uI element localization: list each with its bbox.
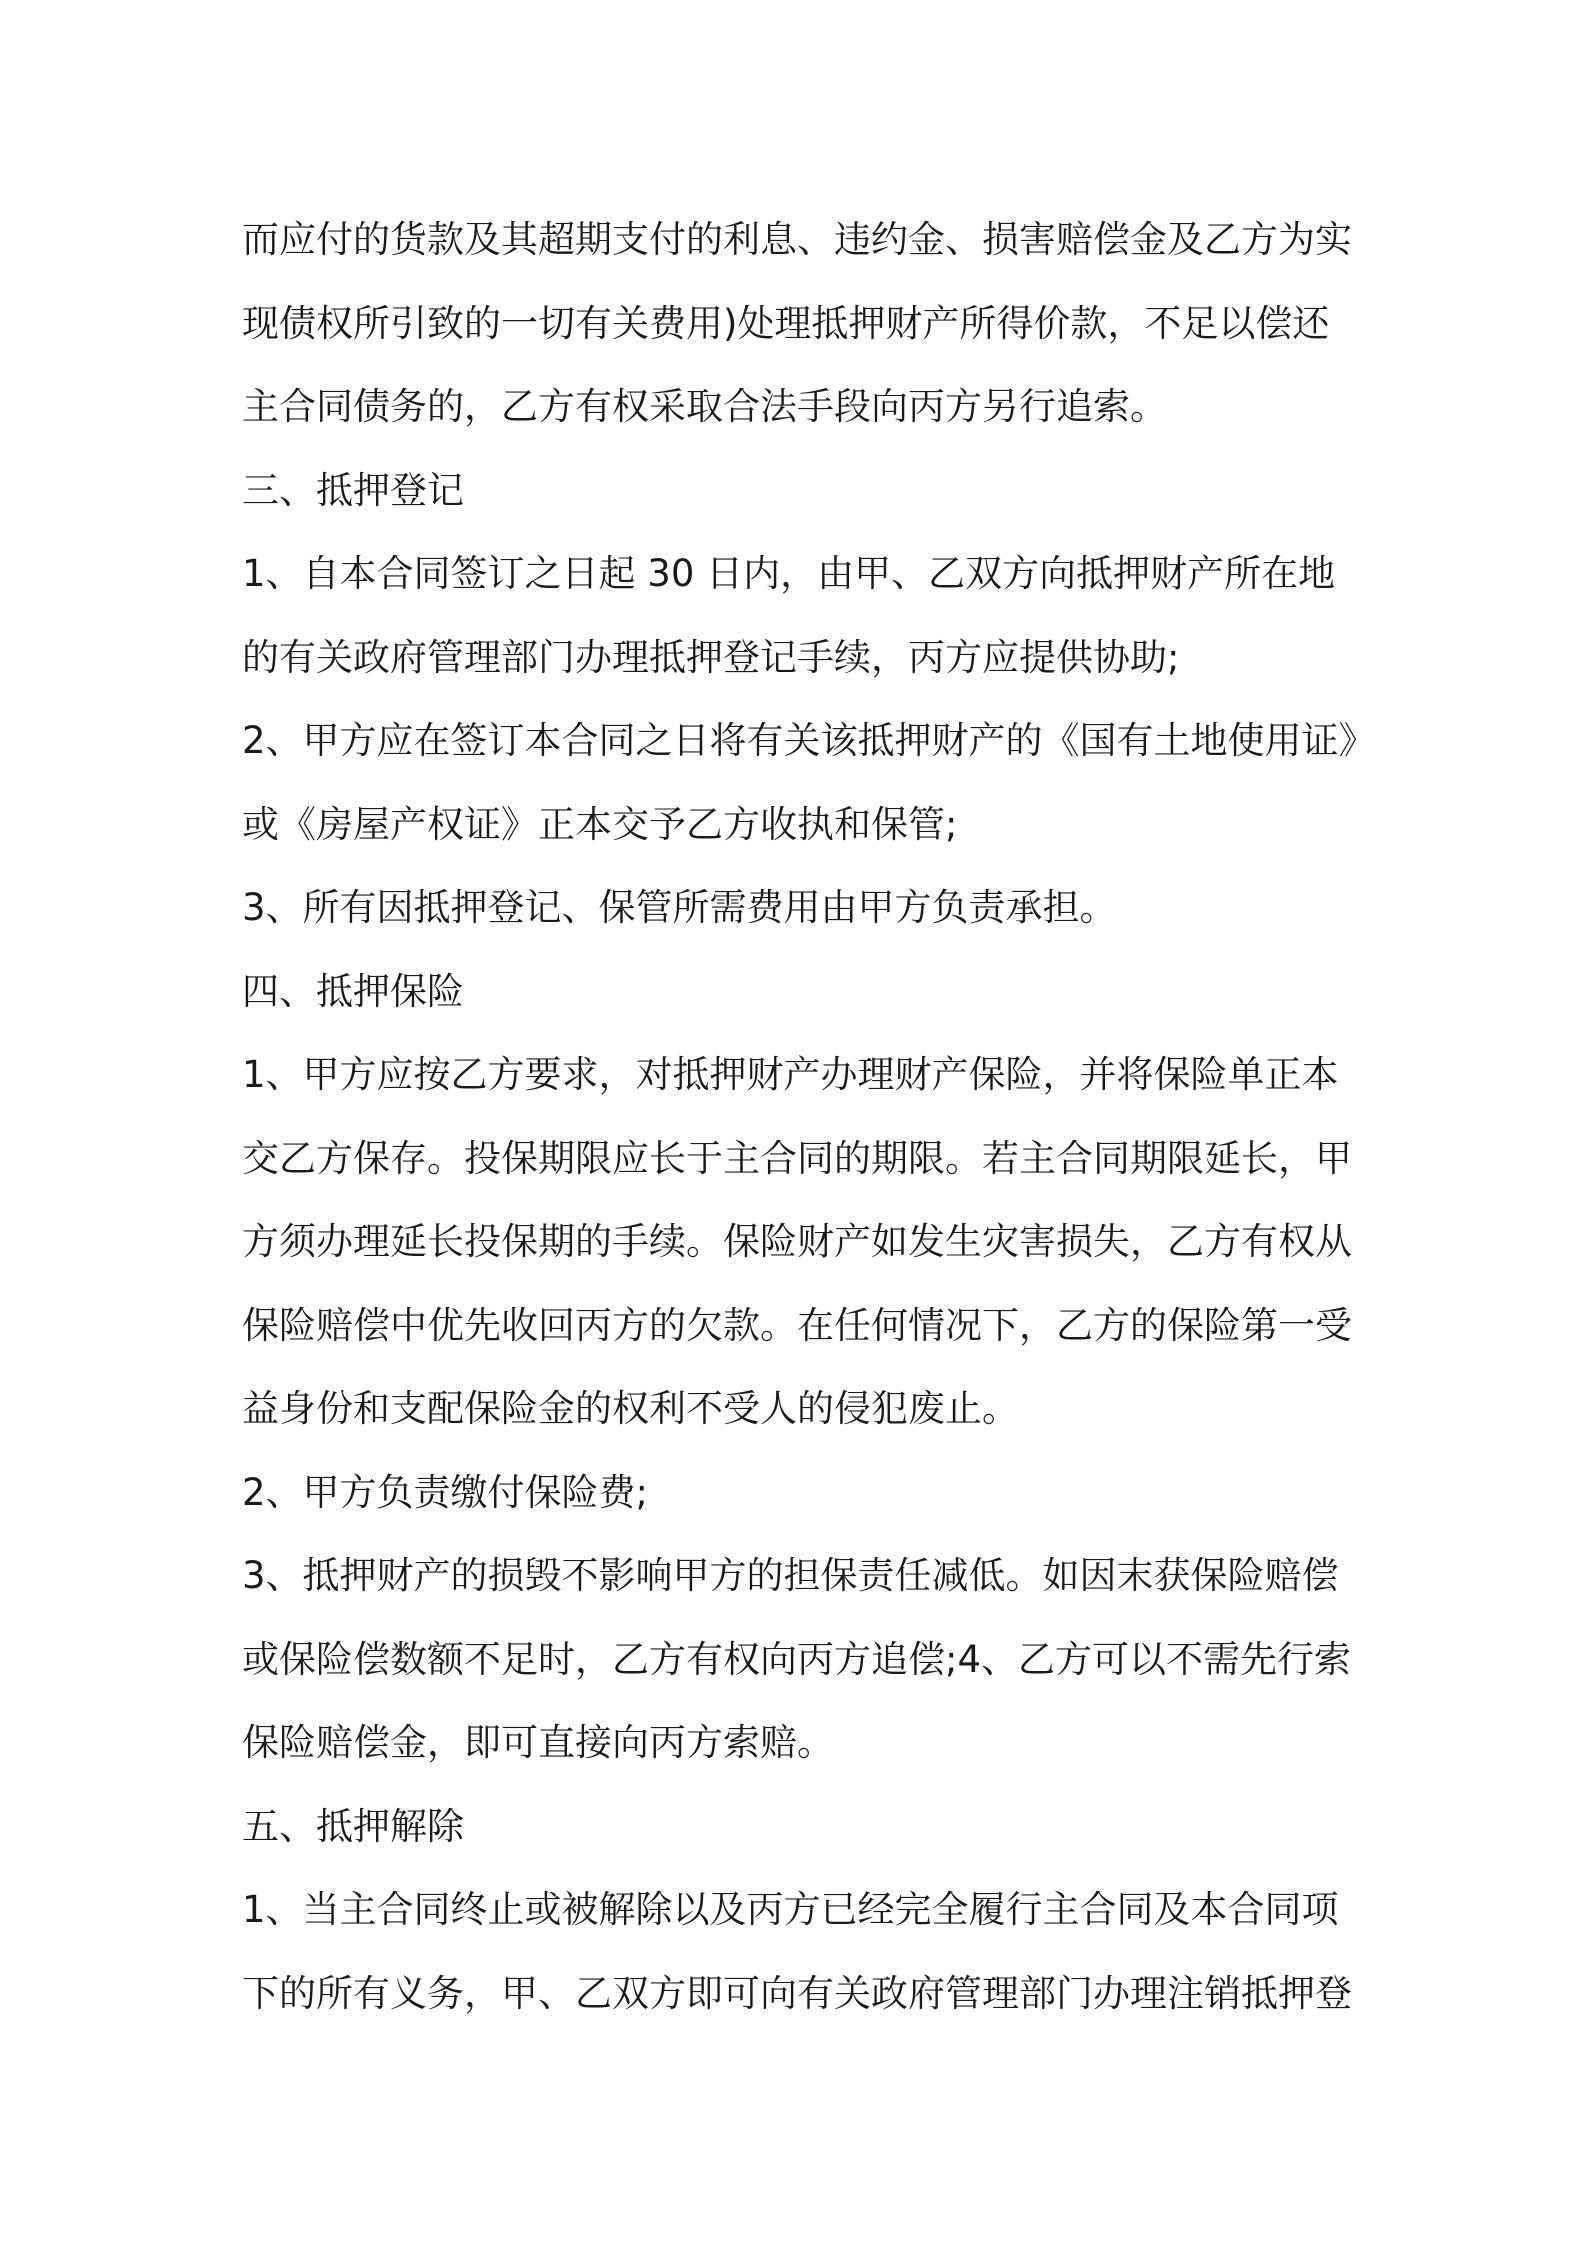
text-line: 或保险偿数额不足时，乙方有权向丙方追偿;4、乙方可以不需先行索 bbox=[242, 1637, 1352, 1681]
section-heading: 三、抵押登记 bbox=[242, 468, 464, 512]
text-line: 交乙方保存。投保期限应长于主合同的期限。若主合同期限延长，甲 bbox=[242, 1136, 1352, 1180]
text-line: 现债权所引致的一切有关费用)处理抵押财产所得价款，不足以偿还 bbox=[242, 301, 1330, 345]
text-line: 而应付的货款及其超期支付的利息、违约金、损害赔偿金及乙方为实 bbox=[242, 218, 1352, 261]
text-line: 方须办理延长投保期的手续。保险财产如发生灾害损失，乙方有权从 bbox=[242, 1220, 1352, 1263]
text-line: 3、所有因抵押登记、保管所需费用由甲方负责承担。 bbox=[242, 886, 1117, 929]
text-line: 1、自本合同签订之日起 30 日内，由甲、乙双方向抵押财产所在地 bbox=[242, 552, 1336, 595]
text-line: 保险赔偿中优先收回丙方的欠款。在任何情况下，乙方的保险第一受 bbox=[242, 1303, 1352, 1347]
text-line: 1、甲方应按乙方要求，对抵押财产办理财产保险，并将保险单正本 bbox=[242, 1053, 1339, 1096]
text-line: 主合同债务的，乙方有权采取合法手段向丙方另行追索。 bbox=[242, 385, 1167, 428]
section-heading: 五、抵押解除 bbox=[242, 1804, 464, 1848]
section-heading: 四、抵押保险 bbox=[242, 969, 464, 1013]
text-line: 2、甲方应在签订本合同之日将有关该抵押财产的《国有土地使用证》 bbox=[242, 719, 1376, 762]
text-line: 1、当主合同终止或被解除以及丙方已经完全履行主合同及本合同项 bbox=[242, 1888, 1339, 1931]
text-line: 3、抵押财产的损毁不影响甲方的担保责任减低。如因末获保险赔偿 bbox=[242, 1554, 1339, 1597]
text-line: 益身份和支配保险金的权利不受人的侵犯废止。 bbox=[242, 1387, 1019, 1430]
contract-text bbox=[242, 198, 1376, 2035]
text-line: 下的所有义务，甲、乙双方即可向有关政府管理部门办理注销抵押登 bbox=[242, 1971, 1352, 2015]
text-line: 或《房屋产权证》正本交予乙方收执和保管; bbox=[242, 802, 958, 846]
text-line: 保险赔偿金，即可直接向丙方索赔。 bbox=[242, 1721, 834, 1764]
text-line: 2、甲方负责缴付保险费; bbox=[242, 1470, 649, 1514]
text-line: 的有关政府管理部门办理抵押登记手续，丙方应提供协助; bbox=[242, 635, 1180, 679]
